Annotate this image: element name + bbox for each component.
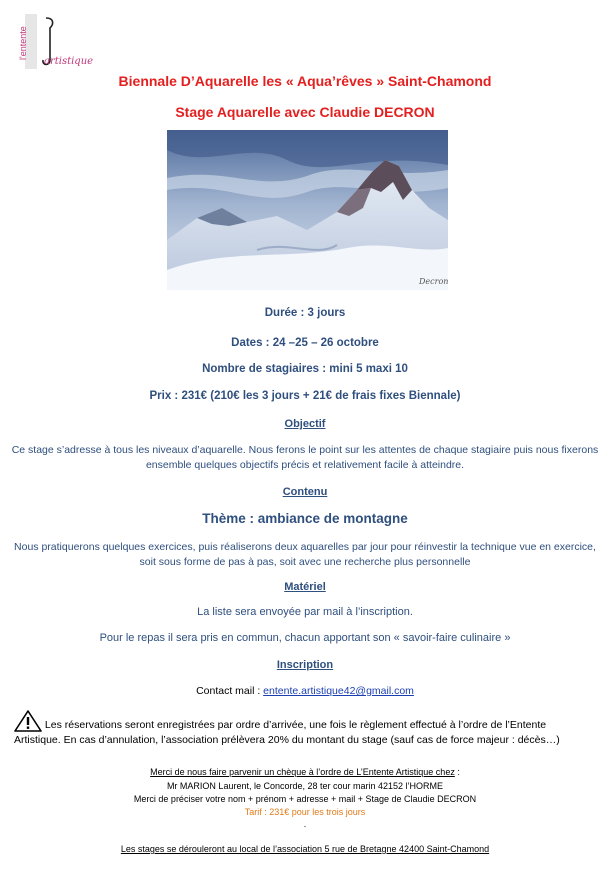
stagiaires-text: Nombre de stagiaires : mini 5 maxi 10	[202, 363, 408, 375]
page-title: Biennale D’Aquarelle les « Aqua’rêves » Saint-Chamond	[118, 73, 492, 89]
payment-dot: .	[303, 819, 307, 829]
objectif-heading: Objectif	[284, 418, 326, 430]
painting-signature: Decron	[419, 277, 448, 286]
contact-email-link[interactable]: entente.artistique42@gmail.com	[263, 685, 414, 697]
page-subtitle: Stage Aquarelle avec Claudie DECRON	[175, 104, 435, 120]
payment-line1-suffix: :	[454, 767, 460, 777]
materiel-line2: Pour le repas il sera pris en commun, chacun apportant son « savoir-faire culinaire »	[99, 632, 511, 644]
contenu-heading: Contenu	[282, 486, 328, 498]
warning-block	[14, 710, 594, 748]
warning-triangle-icon	[14, 710, 42, 732]
prix-text: Prix : 231€ (210€ les 3 jours + 21€ de frais fixes Biennale)	[149, 390, 461, 402]
contact-label: Contact mail :	[196, 685, 264, 697]
materiel-heading: Matériel	[284, 581, 326, 593]
entente-artistique-logo	[18, 12, 98, 72]
payment-instructions: Merci de préciser votre nom + prénom + adresse + mail + Stage de Claudie DECRON	[133, 794, 477, 804]
payment-line1	[0, 766, 610, 778]
logo-vertical-text: l'entente	[18, 26, 28, 60]
duree-text: Durée : 3 jours	[264, 307, 346, 319]
payment-line1-text: Merci de nous faire parvenir un chèque à l’ordre de L’Entente Artistique chez	[150, 767, 455, 777]
painting-image	[167, 130, 448, 290]
payment-tarif: Tarif : 231€ pour les trois jours	[244, 807, 366, 817]
footer-location: Les stages se dérouleront au local de l’association 5 rue de Bretagne 42400 Saint-Chamond	[120, 844, 490, 854]
mountain-watercolor-painting	[167, 130, 448, 290]
contact-line	[0, 685, 610, 697]
materiel-line1: La liste sera envoyée par mail à l’inscription.	[197, 606, 413, 618]
warning-text: Les réservations seront enregistrées par ordre d’arrivée, une fois le règlement effectué à l’ordre de l’Entente Artistique. En cas d’annulation, l’association prélèvera 20% du montant du stage (sauf cas de force majeur : décès…)	[14, 719, 560, 746]
theme-text: Thème : ambiance de montagne	[202, 511, 408, 526]
inscription-heading: Inscription	[276, 659, 334, 671]
payment-address: Mr MARION Laurent, le Concorde, 28 ter cour marin 42152 l’HORME	[166, 781, 444, 791]
dates-text: Dates : 24 –25 – 26 octobre	[231, 337, 379, 349]
contenu-text: Nous pratiquerons quelques exercices, puis réaliserons deux aquarelles par jour pour réinvestir la technique vue en exercice, soit sous forme de pas à pas, soit avec une recherche plus personnelle	[14, 541, 596, 568]
logo-word: artistique	[44, 56, 94, 67]
objectif-text: Ce stage s’adresse à tous les niveaux d’aquarelle. Nous ferons le point sur les attentes de chaque stagiaire puis nous fixerons ensemble quelques objectifs précis et relativement facile à atteindre.	[11, 444, 599, 471]
